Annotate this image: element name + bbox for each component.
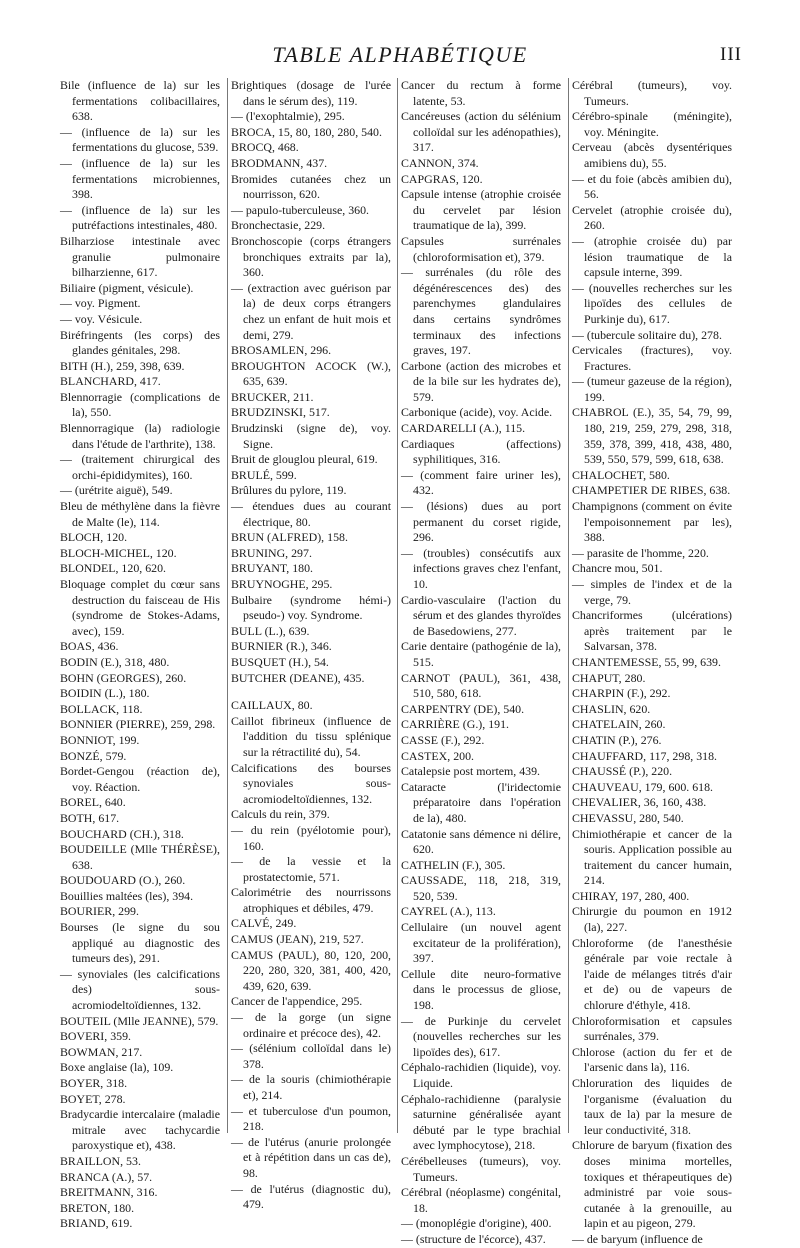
- index-entry: BREITMANN, 316.: [60, 1185, 158, 1200]
- index-entry: BRODMANN, 437.: [231, 155, 328, 170]
- index-entry: Calcifications des bourses synoviales sous-acromiodeltoïdiennes, 132.: [231, 760, 391, 806]
- index-entry: Capsule intense (atrophie croisée du cervelet par lésion traumatique de la), 399.: [401, 187, 561, 233]
- index-entry: Chancre mou, 501.: [572, 561, 663, 576]
- index-entry: BLOCH-MICHEL, 120.: [60, 545, 177, 560]
- index-entry: BLOCH, 120.: [60, 530, 128, 545]
- index-entry: BONZÉ, 579.: [60, 748, 127, 763]
- index-entry: BODIN (E.), 318, 480.: [60, 654, 170, 669]
- index-entry: BRETON, 180.: [60, 1200, 135, 1215]
- index-entry: BLANCHARD, 417.: [60, 374, 161, 389]
- index-entry: — de l'utérus (anurie prolongée et à répétition dans un cas de), 98.: [231, 1134, 391, 1180]
- index-entry: BROCQ, 468.: [231, 140, 299, 155]
- index-entry: BROCA, 15, 80, 180, 280, 540.: [231, 124, 382, 139]
- index-entry: CAMUS (JEAN), 219, 527.: [231, 932, 364, 947]
- index-entry: Catatonie sans démence ni délire, 620.: [401, 826, 561, 857]
- index-entry: — étendues dues au courant électrique, 80.: [231, 499, 391, 529]
- index-entry: BROSAMLEN, 296.: [231, 343, 332, 358]
- index-entry: — de l'utérus (diagnostic du), 479.: [231, 1181, 391, 1212]
- index-entry: Bilharziose intestinale avec granulie pulmonaire bilharzienne, 617.: [60, 233, 220, 280]
- index-entry: Cardio-vasculaire (l'action du sérum et des glandes thyroïdes de Basedowiens, 277.: [401, 592, 561, 638]
- index-entry: BUSQUET (H.), 54.: [231, 654, 329, 669]
- index-entry: Cardiaques (affections) syphilitiques, 316.: [401, 436, 561, 467]
- index-entry: Carbone (action des microbes et de la bile sur les hydrates de), 579.: [401, 358, 561, 404]
- index-entry: BLONDEL, 120, 620.: [60, 561, 167, 576]
- index-entry: CAYREL (A.), 113.: [401, 904, 496, 919]
- index-entry: Blennorragique (la) radiologie dans l'étude de l'arthrite), 138.: [60, 421, 220, 451]
- index-entry: BOTH, 617.: [60, 810, 120, 825]
- column-divider: [568, 78, 569, 1133]
- index-entry: — (structure de l'écorce), 437.: [401, 1231, 546, 1246]
- index-entry: Cellule dite neuro-formative dans le processus de gliose, 198.: [401, 966, 561, 1013]
- index-column-2: [231, 78, 391, 1212]
- page-number: III: [720, 44, 742, 65]
- index-entry: — (urétrite aiguë), 549.: [60, 483, 173, 498]
- index-entry: CAILLAUX, 80.: [231, 698, 313, 713]
- column-divider: [397, 78, 398, 1133]
- index-entry: — (influence de la) sur les fermentations microbiennes, 398.: [60, 155, 220, 202]
- index-entry: BOIDIN (L.), 180.: [60, 686, 150, 701]
- index-entry: CAPGRAS, 120.: [401, 171, 483, 186]
- index-entry: Bronchoscopie (corps étrangers bronchiques extraits par la), 360.: [231, 233, 391, 280]
- index-entry: — du rein (pyélotomie pour), 160.: [231, 822, 391, 853]
- index-entry: CARDARELLI (A.), 115.: [401, 421, 526, 436]
- index-entry: Cancer du rectum à forme latente, 53.: [401, 78, 561, 108]
- index-entry: CALVÉ, 249.: [231, 916, 297, 931]
- index-entry: CHARPIN (F.), 292.: [572, 686, 671, 701]
- index-entry: — de la gorge (un signe ordinaire et précoce des), 42.: [231, 1010, 391, 1040]
- index-entry: CHANTEMESSE, 55, 99, 639.: [572, 654, 721, 669]
- index-entry: BOHN (GEORGES), 260.: [60, 670, 187, 685]
- index-entry: Chimiothérapie et cancer de la souris. Application possible au traitement du cancer humain, 214.: [572, 826, 732, 888]
- index-entry: BRUYANT, 180.: [231, 561, 314, 576]
- index-entry: BUTCHER (DEANE), 435.: [231, 670, 365, 685]
- index-column-1: [60, 78, 220, 1231]
- index-entry: — (influence de la) sur les fermentations du glucose, 539.: [60, 124, 220, 155]
- index-columns: [60, 78, 732, 1246]
- index-entry: CHEVALIER, 36, 160, 438.: [572, 795, 707, 810]
- index-entry: Céphalo-rachidien (liquide), voy. Liquide.: [401, 1060, 561, 1090]
- index-entry: Céphalo-rachidienne (paralysie saturnine généralisée ayant débuté par le type brachial avec lymphocytose), 218.: [401, 1091, 561, 1153]
- index-entry: Brûlures du pylore, 119.: [231, 483, 347, 498]
- index-entry: Bile (influence de la) sur les fermentations colibacillaires, 638.: [60, 78, 220, 124]
- index-entry: CHASLIN, 620.: [572, 701, 651, 716]
- index-entry: — simples de l'index et de la verge, 79.: [572, 577, 732, 607]
- index-entry: BRUCKER, 211.: [231, 389, 314, 404]
- index-entry: Brudzinski (signe de), voy. Signe.: [231, 421, 391, 451]
- index-entry: CHATIN (P.), 276.: [572, 732, 662, 747]
- index-entry: — (monoplégie d'origine), 400.: [401, 1216, 552, 1231]
- index-entry: BOWMAN, 217.: [60, 1044, 143, 1059]
- index-entry: Bloquage complet du cœur sans destruction du faisceau de His (syndrome de Stokes-Adams, avec), 159.: [60, 577, 220, 638]
- index-entry: BITH (H.), 259, 398, 639.: [60, 358, 185, 373]
- page-title: TABLE ALPHABÉTIQUE: [272, 42, 528, 67]
- index-entry: Bradycardie intercalaire (maladie mitrale avec tachycardie paroxystique et), 438.: [60, 1107, 220, 1153]
- index-entry: BURNIER (R.), 346.: [231, 639, 332, 654]
- index-entry: BONNIOT, 199.: [60, 732, 140, 747]
- index-entry: Cancer de l'appendice, 295.: [231, 994, 363, 1009]
- index-entry: — voy. Pigment.: [60, 296, 141, 311]
- index-entry: Bromides cutanées chez un nourrisson, 620.: [231, 171, 391, 202]
- index-entry: Capsules surrénales (chloroformisation et), 379.: [401, 233, 561, 264]
- index-entry: Brightiques (dosage de l'urée dans le sérum des), 119.: [231, 78, 391, 108]
- index-entry: CHEVASSU, 280, 540.: [572, 810, 684, 825]
- index-entry: BOUDEILLE (Mlle THÉRÈSE), 638.: [60, 842, 220, 872]
- index-entry: CANNON, 374.: [401, 155, 479, 170]
- index-entry: Chlorose (action du fer et de l'arsenic dans la), 116.: [572, 1044, 732, 1075]
- index-entry: BOURIER, 299.: [60, 904, 139, 919]
- index-entry: Cataracte (l'iridectomie préparatoire dans l'opération de la), 480.: [401, 779, 561, 825]
- index-entry: BOREL, 640.: [60, 795, 126, 810]
- index-entry: CARNOT (PAUL), 361, 438, 510, 580, 618.: [401, 670, 561, 701]
- index-entry: Chloroformisation et capsules surrénales, 379.: [572, 1013, 732, 1044]
- index-entry: Cérébelleuses (tumeurs), voy. Tumeurs.: [401, 1153, 561, 1184]
- index-entry: BOLLACK, 118.: [60, 701, 143, 716]
- index-entry: — (traitement chirurgical des orchi-épididymites), 160.: [60, 452, 220, 482]
- index-entry: — (tubercule solitaire du), 278.: [572, 327, 722, 342]
- index-entry: — parasite de l'homme, 220.: [572, 545, 709, 560]
- index-entry: BOYER, 318.: [60, 1076, 128, 1090]
- index-entry: — surrénales (du rôle des dégénérescences des) des parenchymes glandulaires dans certains syndrômes terminaux des infections graves, 197.: [401, 265, 561, 358]
- index-entry: — (l'exophtalmie), 295.: [231, 109, 345, 124]
- index-entry: — (comment faire uriner les), 432.: [401, 467, 561, 498]
- index-entry: BOUTEIL (Mlle JEANNE), 579.: [60, 1013, 219, 1028]
- index-entry: Cérébral (néoplasme) congénital, 18.: [401, 1185, 561, 1215]
- index-entry: BRUDZINSKI, 517.: [231, 405, 330, 420]
- index-entry: — et tuberculose d'un poumon, 218.: [231, 1103, 391, 1134]
- index-entry: Biréfringents (les corps) des glandes génitales, 298.: [60, 327, 220, 358]
- index-entry: CHABROL (E.), 35, 54, 79, 99, 180, 219, 259, 279, 298, 318, 359, 378, 399, 418, 438, 480, 539, 550, 579, 599, 618, 638.: [572, 405, 732, 467]
- index-entry: — de la vessie et la prostatectomie, 571.: [231, 854, 391, 884]
- index-entry: Champignons (comment on évite l'empoisonnement par les), 388.: [572, 499, 732, 545]
- index-entry: CHALOCHET, 580.: [572, 467, 670, 482]
- index-entry: Carie dentaire (pathogénie de la), 515.: [401, 639, 561, 669]
- index-entry: Bruit de glouglou pleural, 619.: [231, 452, 378, 467]
- index-entry: Calculs du rein, 379.: [231, 807, 330, 822]
- index-entry: — (extraction avec guérison par la) de deux corps étrangers chez un enfant de huit mois et demi, 279.: [231, 280, 391, 342]
- index-entry: CHAUFFARD, 117, 298, 318.: [572, 748, 718, 763]
- index-entry: BRUNING, 297.: [231, 545, 312, 560]
- index-entry: CATHELIN (F.), 305.: [401, 857, 506, 872]
- index-entry: CASSE (F.), 292.: [401, 732, 485, 747]
- index-entry: Chancriformes (ulcérations) après traitement par le Salvarsan, 378.: [572, 608, 732, 654]
- index-entry: Bourses (le signe du sou appliqué au diagnostic des tumeurs des), 291.: [60, 920, 220, 966]
- page-header: [0, 42, 800, 76]
- index-entry: CARRIÈRE (G.), 191.: [401, 717, 510, 732]
- index-entry: Bouillies maltées (les), 394.: [60, 888, 194, 903]
- index-entry: Blennorragie (complications de la), 550.: [60, 389, 220, 420]
- index-entry: Boxe anglaise (la), 109.: [60, 1060, 174, 1075]
- index-entry: — (lésions) dues au port permanent du corset rigide, 296.: [401, 499, 561, 545]
- index-entry: — de la souris (chimiothérapie et), 214.: [231, 1072, 391, 1102]
- index-entry: BOVERI, 359.: [60, 1029, 132, 1044]
- index-entry: CHAMPETIER DE RIBES, 638.: [572, 483, 731, 498]
- index-entry: BONNIER (PIERRE), 259, 298.: [60, 717, 216, 732]
- index-entry: CHAUVEAU, 179, 600. 618.: [572, 779, 714, 794]
- index-entry: — (nouvelles recherches sur les lipoïdes des cellules de Purkinje du), 617.: [572, 280, 732, 326]
- index-entry: BOUCHARD (CH.), 318.: [60, 826, 184, 841]
- index-entry: Cérébral (tumeurs), voy. Tumeurs.: [572, 78, 732, 108]
- index-entry: Calorimétrie des nourrissons atrophiques et débiles, 479.: [231, 885, 391, 915]
- index-entry: BOYET, 278.: [60, 1091, 126, 1106]
- index-entry: CHAUSSÉ (P.), 220.: [572, 764, 673, 779]
- index-entry: Chloroforme (de l'anesthésie générale par voie rectale à l'aide de mélanges titrés d'air et de) ou de vapeurs de chlorure d'éthyle, 418.: [572, 935, 732, 1013]
- index-entry: BRIAND, 619.: [60, 1216, 133, 1231]
- index-entry: BULL (L.), 639.: [231, 623, 310, 638]
- column-divider: [227, 78, 228, 1133]
- index-entry: Carbonique (acide), voy. Acide.: [401, 405, 553, 420]
- index-entry: — de Purkinje du cervelet (nouvelles recherches sur les lipoïdes des), 617.: [401, 1013, 561, 1059]
- index-entry: — (atrophie croisée du) par lésion traumatique de la capsule interne, 399.: [572, 233, 732, 280]
- index-entry: CAMUS (PAUL), 80, 120, 200, 220, 280, 320, 381, 400, 420, 439, 620, 639.: [231, 947, 391, 993]
- index-entry: — synoviales (les calcifications des) sous-acromiodeltoïdiennes, 132.: [60, 966, 220, 1013]
- index-entry: — (troubles) consécutifs aux infections graves chez l'enfant, 10.: [401, 545, 561, 591]
- index-entry: Bleu de méthylène dans la fièvre de Malte (le), 114.: [60, 499, 220, 529]
- index-entry: — (tumeur gazeuse de la région), 199.: [572, 374, 732, 404]
- index-entry: — (influence de la) sur les putréfactions intestinales, 480.: [60, 202, 220, 233]
- index-entry: Catalepsie post mortem, 439.: [401, 764, 541, 779]
- index-entry: BRUYNOGHE, 295.: [231, 577, 333, 591]
- index-entry: BRULÉ, 599.: [231, 467, 297, 482]
- index-entry: Chirurgie du poumon en 1912 (la), 227.: [572, 904, 732, 935]
- index-entry: BOAS, 436.: [60, 639, 119, 654]
- index-entry: BRUN (ALFRED), 158.: [231, 530, 348, 545]
- index-entry: CASTEX, 200.: [401, 748, 474, 763]
- index-entry: CARPENTRY (DE), 540.: [401, 701, 525, 716]
- index-entry: Cervicales (fractures), voy. Fractures.: [572, 343, 732, 373]
- index-entry: Biliaire (pigment, vésicule).: [60, 280, 194, 295]
- index-entry: Cerveau (abcès dysentériques amibiens du), 55.: [572, 140, 732, 170]
- index-entry: BROUGHTON ACOCK (W.), 635, 639.: [231, 358, 391, 389]
- index-column-4: [572, 78, 732, 1246]
- index-entry: — papulo-tuberculeuse, 360.: [231, 202, 370, 217]
- index-entry: Chloruration des liquides de l'organisme (évaluation du taux de la) par la mesure de leur conductivité, 318.: [572, 1076, 732, 1137]
- index-entry: — (sélénium colloïdal dans le) 378.: [231, 1041, 391, 1071]
- index-entry: Cérébro-spinale (méningite), voy. Méningite.: [572, 109, 732, 139]
- index-entry: Bulbaire (syndrome hémi-) pseudo-) voy. Syndrome.: [231, 592, 391, 623]
- index-entry: — et du foie (abcès amibien du), 56.: [572, 171, 732, 202]
- index-entry: Caillot fibrineux (influence de l'addition du tissu splénique sur la rétractilité du), 54.: [231, 713, 391, 759]
- index-entry: BRAILLON, 53.: [60, 1153, 141, 1168]
- index-entry: BRANCA (A.), 57.: [60, 1169, 153, 1184]
- index-entry: CHATELAIN, 260.: [572, 717, 666, 732]
- index-entry: BOUDOUARD (O.), 260.: [60, 873, 186, 888]
- index-entry: Bordet-Gengou (réaction de), voy. Réaction.: [60, 764, 220, 794]
- index-entry: CAUSSADE, 118, 218, 319, 520, 539.: [401, 873, 561, 903]
- index-column-3: [401, 78, 561, 1246]
- index-entry: CHAPUT, 280.: [572, 670, 646, 685]
- index-entry: Bronchectasie, 229.: [231, 218, 326, 233]
- index-entry: Cancéreuses (action du sélénium colloïdal sur les adénopathies), 317.: [401, 109, 561, 155]
- index-entry: CHIRAY, 197, 280, 400.: [572, 888, 690, 903]
- index-entry: — de baryum (influence de: [572, 1231, 703, 1246]
- index-entry: Cellulaire (un nouvel agent excitateur de la prolifération), 397.: [401, 920, 561, 966]
- index-entry: Chlorure de baryum (fixation des doses minima mortelles, toxiques et thérapeutiques de) administré par voie sous-cutanée à la grenouille, au lapin et au pigeon, 279.: [572, 1138, 732, 1231]
- index-entry: — voy. Vésicule.: [60, 311, 143, 326]
- index-entry: Cervelet (atrophie croisée du), 260.: [572, 202, 732, 233]
